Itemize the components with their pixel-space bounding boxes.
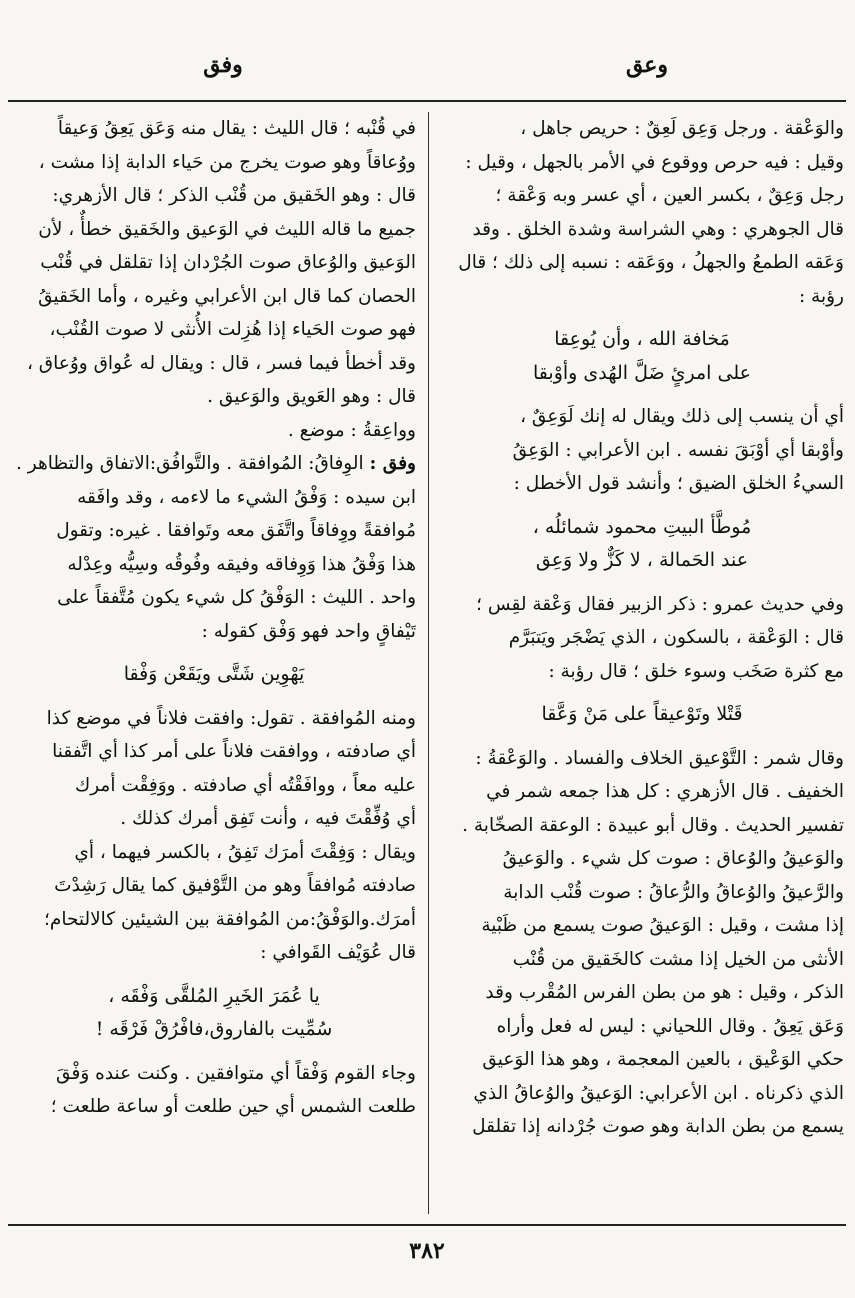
verse-line: يَهْوِين شَتَّى ويَقَعْن وَفْقا [123, 663, 305, 685]
text-line: والوَعيقُ والوُعاق : صوت كل شيء . والوَعيقُ [502, 848, 844, 869]
text-line: فهو صوت الحَياء إذا هُزِلت الأُنثى لا صوت القُنْب، [49, 319, 416, 340]
text-line: ووُعاقاً وهو صوت يخرج من حَياء الدابة إذا مشت ، [38, 151, 416, 173]
text-line: أي صادفته ، ووافقت فلاناً على أمر كذا أي اتَّفقنا [52, 741, 416, 762]
text-line: قال : وهو الخَقيق من قُنْب الذكر ؛ قال الأزهري: [52, 185, 416, 206]
text-line: وأوْبقا أي أوْبَقَ نفسه . ابن الأعرابي : الوَعِقُ [512, 439, 844, 461]
text-line: الذكر ، وقيل : هو من بطن الفرس المُقْرب وقد [485, 982, 844, 1003]
text-line: هذا وَفْقُ هذا وَوِفاقه وفيقه وفُوقُه وسِيُّه وعِدْله [67, 553, 416, 575]
text-line: قال الجوهري : وهي الشراسة وشدة الخلق . وقد [472, 218, 844, 240]
text-line: وَعَق يَعِقُ . وقال اللحياني : ليس له فعل وأراه [496, 1015, 844, 1037]
text-line: رؤبة : [798, 285, 844, 307]
text-line: جميع ما قاله الليث في الوَعيق والخَقيق خطأٌ ، لأن [38, 218, 416, 240]
text-line: إذا مشت ، وقيل : الوَعيقُ صوت يسمع من ظَبْية [481, 915, 844, 936]
entry-headword: وفق : [369, 453, 416, 474]
page-number: ٣٨٢ [409, 1238, 445, 1264]
text-line: ويقال : وَفِقْتَ أمرَك تَفِقُ ، بالكسر فيهما ، أي [74, 841, 416, 863]
verse-line: يا عُمَرَ الخَيرِ المُلقَّى وَفْقَه ، [108, 984, 320, 1007]
running-head-right: وعق [625, 52, 669, 78]
text-line: أي أن ينسب إلى ذلك ويقال له إنك لَوَعِقٌ ، [520, 406, 844, 427]
text-line: مع كثرة صَخَب وسوء خلق ؛ قال رؤبة : [548, 660, 844, 682]
text-line: وفي حديث عمرو : ذكر الزبير فقال وَعْقة لقِس ؛ [476, 593, 844, 615]
text-line: وقيل : فيه حرص ووقوع في الأمر بالجهل ، وقيل : [465, 151, 844, 173]
text-line: طلعت الشمس أي حين طلعت أو ساعة طلعت ؛ [50, 1096, 416, 1117]
text-line: وقال شمر : التَّوْعيق الخلاف والفساد . والوَعْقةُ : [475, 747, 844, 769]
entry-first-line [12, 447, 416, 481]
text-line: الحصان كما قال ابن الأعرابي وغيره ، وأما الخَقيقُ [38, 285, 416, 307]
text-line: الذي ذكرناه . ابن الأعرابي: الوَعيقُ والوُعاقُ الذي [473, 1082, 844, 1104]
text-line: الأنثى من الخيل إذا مشت كالخَقيق من قُنْب [512, 948, 844, 970]
column-divider [428, 112, 429, 1214]
text-line: مُوافقةً ووِفاقاً واتَّفَق معه وتَوافقا . غيره: وتقول [56, 520, 416, 541]
text-line: رجل وَعِقٌ ، بكسر العين ، أي عسر وبه وَعْقة ؛ [495, 185, 844, 206]
text-line: قال : الوَعْقة ، بالسكون ، الذي يَضْجَر ويَتبَرَّم [508, 627, 844, 648]
verse-line: على امرئٍ ضَلَّ الهُدى وأوْبقا [533, 361, 751, 384]
text-line: ومنه المُوافقة . تقول: وافقت فلاناً في موضع كذا [46, 707, 416, 729]
text-line: أمرَك.والوَفْقُ:من المُوافقة بين الشيئين كالالتحام؛ [43, 908, 416, 930]
text-line: واحد . الليث : الوَفْقُ كل شيء يكون مُتَّفقاً على [57, 587, 416, 608]
text-line: وجاء القوم وَفْقاً أي متوافقين . وكنت عنده وَفْقَ [56, 1062, 416, 1084]
text-line: صادفته مُوافقاً وهو من التَّوْفيق كما يقال رَشِدْتَ [54, 875, 416, 896]
verse-line: مُوطَّأ البيتِ محمود شمائلُه ، [532, 515, 752, 538]
page-header [0, 52, 855, 92]
entry-text: الوِفاقُ: المُوافقة . والتَّوافُق:الاتفاق والتظاهر . [16, 453, 364, 474]
text-line: أي وُفِّقْتَ فيه ، وأنت تَفِق أمرك كذلك . [120, 808, 416, 829]
right-column [440, 112, 844, 1212]
text-line: تفسير الحديث . وقال أبو عبيدة : الوعقة الصخّابة . [462, 814, 844, 836]
text-line: يسمع من بطن الدابة وهو صوت جُرْدانه إذا تقلقل [472, 1116, 844, 1137]
top-rule [8, 100, 846, 102]
verse-line: عند الحَمالة ، لا كَزٌّ ولا وَعِق [535, 549, 749, 571]
text-line: تَيْفاقٍ واحد فهو وَفْق كقوله : [201, 620, 416, 642]
text-line: وواعِقةُ : موضع . [287, 419, 416, 441]
text-line: والرَّعيقُ والوُعاقُ والرُّعاقُ : صوت قُنْب الدابة [503, 881, 844, 903]
text-line: قال : وهو العَويق والوَعيق . [207, 386, 416, 407]
text-line: وَعَقه الطمعُ والجهلُ ، ووَعَقه : نسبه إلى ذلك ؛ قال [458, 252, 844, 273]
verse-line: قَتْلا وتَوْعيقاً على مَنْ وَعَّقا [541, 703, 743, 725]
text-line: عليه معاً ، ووافَقْتُه أي صادفته . ووَفِقْت أمرك [74, 774, 416, 796]
left-column [12, 112, 416, 1212]
text-line: حكي الوَعْيق ، بالعين المعجمة ، وهو هذا الوَعيق [482, 1049, 844, 1070]
running-head-left: وفق [203, 52, 243, 78]
text-line: قال عُوَيْف القَوافي : [260, 942, 416, 963]
text-line: والوَعْقة . ورجل وَعِق لَعِقٌ : حريص جاهل ، [520, 118, 844, 139]
verse-line: سُمِّيت بالفاروق،فافْرُقْ فَرْقَه ! [95, 1018, 333, 1040]
text-line: السيءُ الخلق الضيق ؛ وأنشد قول الأخطل : [513, 473, 844, 494]
text-line: الخفيف . قال الأزهري : كل هذا جمعه شمر في [486, 781, 844, 802]
text-line: في قُنْبه ؛ قال الليث : يقال منه وَعَق يَعِقُ وَعيقاً [57, 118, 416, 139]
bottom-rule [8, 1224, 846, 1226]
text-line: ابن سيده : وَفْقُ الشيء ما لاءمه ، وقد وافَقه [77, 486, 416, 508]
verse-line: مَخافة الله ، وأن يُوعِقا [554, 328, 730, 350]
text-line: وقد أخطأ فيما فسر ، قال : ويقال له عُواق ووُعاق ، [26, 352, 416, 374]
text-line: الوَعيق والوُعاق صوت الجُرْدان إذا تقلقل في قُنْب [40, 252, 416, 273]
